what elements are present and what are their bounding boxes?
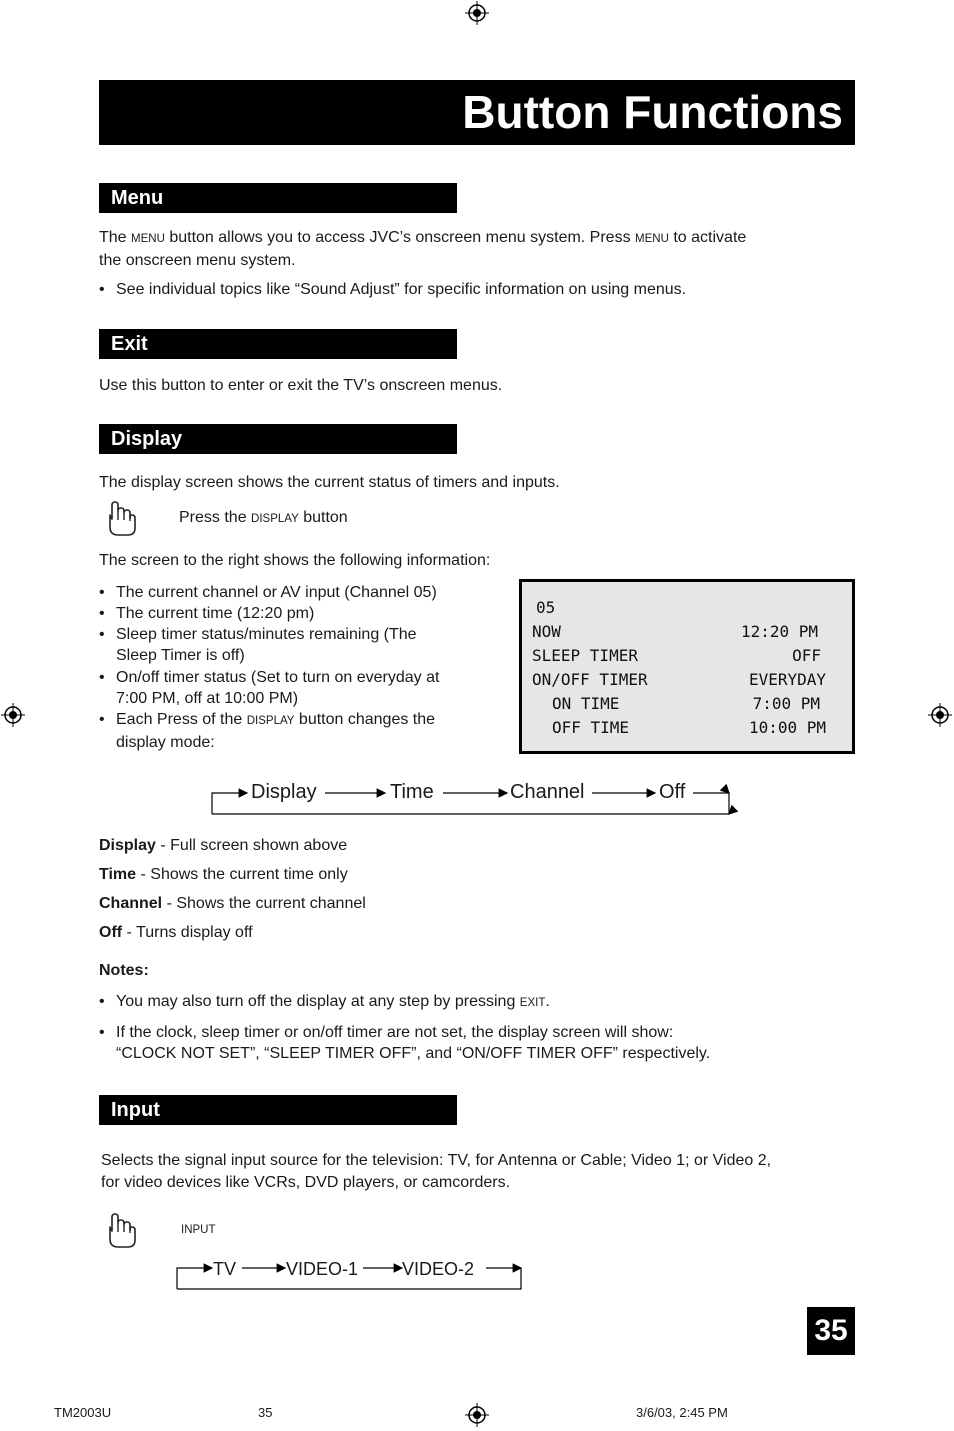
note-2	[99, 1022, 710, 1064]
display-intro: The display screen shows the current status of timers and inputs.	[99, 474, 560, 491]
screen-value: OFF	[792, 646, 821, 665]
bullet-mode-text2: button changes the	[294, 711, 436, 728]
page-title-bar	[99, 80, 855, 145]
input-text-line1: Selects the signal input source for the television: TV, for Antenna or Cable; Video 1; or Video 2,	[101, 1152, 772, 1169]
section-heading-display: Display	[99, 424, 457, 454]
screen-value: EVERYDAY	[748, 670, 826, 689]
definition-display	[99, 835, 347, 857]
mode-display: Display	[251, 781, 317, 803]
hand-press-icon	[102, 501, 142, 541]
note-2-line2: “CLOCK NOT SET”, “SLEEP TIMER OFF”, and “ON/OFF TIMER OFF” respectively.	[116, 1045, 711, 1062]
definition-desc: - Full screen shown above	[155, 837, 348, 854]
footer-page: 35	[258, 1405, 273, 1420]
screen-row-sleep	[532, 644, 824, 668]
definition-term: Channel	[99, 895, 163, 912]
screen-row-ontime	[532, 692, 824, 716]
screen-label: OFF TIME	[552, 718, 630, 737]
section-heading-input: Input	[99, 1095, 457, 1125]
screen-value: 7:00 PM	[752, 694, 820, 713]
bullet-sleep-line1: Sleep timer status/minutes remaining (The	[116, 626, 417, 643]
display-bullet-mode	[99, 709, 435, 753]
input-description	[101, 1150, 771, 1194]
registration-mark-icon	[928, 703, 952, 727]
screen-label: ON/OFF TIMER	[532, 670, 648, 689]
definition-term: Display	[99, 837, 156, 854]
notes-heading: Notes:	[99, 962, 149, 979]
input-source-tv: TV	[213, 1259, 237, 1279]
footer-doc-code: TM2003U	[54, 1405, 112, 1420]
definition-desc: - Shows the current channel	[162, 895, 366, 912]
registration-mark-icon	[465, 1403, 489, 1427]
bullet-sleep-line2: Sleep Timer is off)	[116, 647, 245, 664]
menu-text-2: button allows you to access JVC’s onscreen menu system. Press	[164, 229, 636, 246]
bullet-onoff-line1: On/off timer status (Set to turn on everyday at	[116, 669, 440, 686]
definition-term: Off	[99, 924, 123, 941]
display-bullet-onoff	[99, 667, 439, 709]
hand-press-icon	[102, 1213, 142, 1253]
menu-key-1: MENU	[131, 233, 165, 245]
display-bullet-time: • The current time (12:20 pm)	[99, 603, 314, 624]
press-text: Press the	[179, 509, 252, 526]
note-1-text: You may also turn off the display at any step by pressing	[116, 993, 520, 1010]
screen-row-offtime	[532, 716, 824, 740]
exit-key: EXIT	[519, 997, 546, 1009]
section-heading-menu: Menu	[99, 183, 457, 213]
menu-bullet: • See individual topics like “Sound Adjust” for specific information on using menus.	[99, 279, 686, 300]
input-source-video1: VIDEO-1	[286, 1259, 359, 1279]
onscreen-display-panel	[519, 579, 855, 754]
display-press-instruction	[179, 507, 348, 530]
mode-off: Off	[659, 781, 686, 803]
menu-text-4: the onscreen menu system.	[99, 252, 296, 269]
page-number-badge: 35	[807, 1307, 855, 1355]
display-key: DISPLAY	[251, 513, 299, 525]
input-text-line2: for video devices like VCRs, DVD players, or camcorders.	[101, 1174, 511, 1191]
bullet-mode-line2: display mode:	[116, 734, 215, 751]
screen-channel-row	[532, 596, 824, 620]
mode-time: Time	[390, 781, 434, 803]
press-text-end: button	[298, 509, 348, 526]
menu-description	[99, 227, 746, 272]
bullet-onoff-line2: 7:00 PM, off at 10:00 PM)	[116, 690, 299, 707]
page-title: Button Functions	[462, 86, 843, 138]
bullet-mode-key: DISPLAY	[246, 715, 295, 727]
screen-value: 12:20 PM	[740, 622, 818, 641]
screen-row-onoff	[532, 668, 824, 692]
section-heading-exit: Exit	[99, 329, 457, 359]
menu-text-3: to activate	[668, 229, 747, 246]
display-bullet-sleep	[99, 624, 417, 666]
definition-desc: - Shows the current time only	[136, 866, 348, 883]
bullet-mode-text: Each Press of the	[116, 711, 247, 728]
screen-label: ON TIME	[552, 694, 620, 713]
input-key: INPUT	[181, 1224, 216, 1236]
screen-channel: 05	[536, 598, 556, 617]
screen-label: SLEEP TIMER	[532, 646, 638, 665]
mode-channel: Channel	[510, 781, 585, 803]
display-bullet-channel: • The current channel or AV input (Channel 05)	[99, 582, 437, 603]
definition-off	[99, 922, 253, 944]
registration-mark-icon	[1, 703, 25, 727]
note-1	[99, 991, 550, 1014]
exit-description: Use this button to enter or exit the TV’s onscreen menus.	[99, 377, 503, 394]
footer-date: 3/6/03, 2:45 PM	[636, 1405, 728, 1420]
registration-mark-icon	[465, 1, 489, 25]
note-2-line1: If the clock, sleep timer or on/off timer are not set, the display screen will show:	[116, 1024, 674, 1041]
screen-row-now	[532, 620, 824, 644]
definition-term: Time	[99, 866, 137, 883]
menu-text-1: The	[99, 229, 132, 246]
menu-key-2: MENU	[635, 233, 669, 245]
screen-label: NOW	[532, 622, 561, 641]
input-key-label	[181, 1218, 216, 1241]
note-1-end: .	[545, 993, 550, 1010]
definition-desc: - Turns display off	[122, 924, 253, 941]
display-screen-intro: The screen to the right shows the following information:	[99, 552, 491, 569]
definition-time	[99, 864, 348, 886]
screen-value: 10:00 PM	[748, 718, 826, 737]
input-source-video2: VIDEO-2	[402, 1259, 475, 1279]
definition-channel	[99, 893, 366, 915]
